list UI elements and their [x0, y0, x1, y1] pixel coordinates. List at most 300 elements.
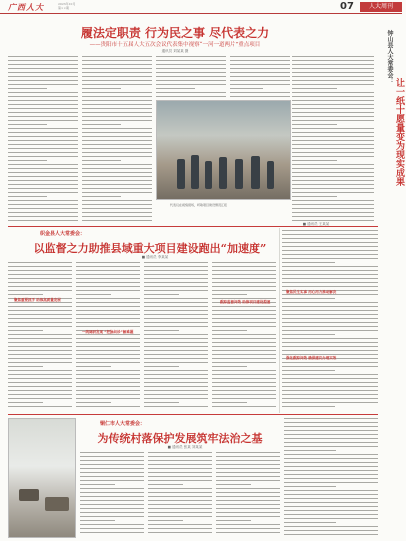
text-line	[292, 96, 374, 97]
text-line	[80, 500, 144, 501]
text-line	[282, 238, 378, 239]
text-line	[212, 398, 276, 399]
issue-meta	[58, 2, 98, 10]
text-line	[216, 512, 280, 513]
text-line	[8, 358, 72, 359]
text-line	[144, 310, 208, 311]
text-line	[212, 322, 276, 323]
text-line	[8, 318, 72, 319]
text-line	[282, 366, 378, 367]
text-line	[144, 286, 208, 287]
text-line	[82, 100, 152, 101]
text-line	[284, 510, 378, 511]
text-line	[8, 286, 72, 287]
text-line	[8, 314, 72, 315]
text-line	[8, 354, 72, 355]
text-line	[8, 208, 78, 209]
text-line	[80, 496, 144, 497]
text-line	[148, 464, 212, 465]
text-line	[284, 494, 378, 495]
text-line	[212, 266, 276, 267]
text-line	[144, 382, 208, 383]
text-line	[282, 374, 378, 375]
text-line	[148, 484, 183, 485]
text-line	[292, 120, 374, 121]
text-line	[8, 136, 78, 137]
text-line	[82, 172, 152, 173]
text-line	[292, 116, 374, 117]
text-line	[282, 302, 378, 303]
text-line	[284, 450, 336, 451]
text-line	[292, 180, 374, 181]
text-line	[8, 60, 78, 61]
text-line	[282, 274, 378, 275]
text-line	[76, 374, 140, 375]
text-line	[82, 104, 152, 105]
text-line	[212, 330, 247, 331]
text-line	[216, 504, 280, 505]
text-line	[144, 306, 208, 307]
text-line	[76, 370, 140, 371]
issue-meta-line: 第××期	[58, 6, 70, 10]
text-line	[212, 310, 276, 311]
text-line	[76, 286, 140, 287]
text-line	[82, 204, 152, 205]
text-line	[216, 484, 251, 485]
text-line	[82, 160, 121, 161]
text-line	[212, 370, 276, 371]
text-line	[212, 354, 276, 355]
text-line	[8, 306, 72, 307]
text-line	[148, 492, 212, 493]
text-line	[292, 100, 374, 101]
text-line	[8, 342, 72, 343]
text-line	[144, 406, 208, 407]
masthead	[0, 0, 402, 14]
text-line	[282, 234, 378, 235]
text-line	[282, 318, 378, 319]
text-line	[284, 514, 378, 515]
story2-subhead-2: 一线调研发现 “把脉问诊”解难题	[82, 330, 134, 334]
text-line	[8, 56, 78, 57]
text-line	[292, 88, 337, 89]
text-line	[144, 330, 179, 331]
text-line	[282, 266, 378, 267]
text-line	[144, 350, 208, 351]
text-line	[82, 128, 152, 129]
text-line	[8, 270, 72, 271]
text-line	[148, 516, 212, 517]
text-line	[148, 504, 212, 505]
text-line	[8, 108, 78, 109]
text-line	[8, 128, 78, 129]
text-line	[284, 462, 378, 463]
text-line	[282, 298, 335, 299]
text-line	[284, 474, 378, 475]
text-line	[8, 76, 78, 77]
text-line	[8, 132, 78, 133]
text-line	[148, 476, 212, 477]
text-line	[292, 196, 337, 197]
text-line	[292, 204, 374, 205]
text-line	[156, 68, 226, 69]
story3-column-2	[148, 452, 212, 538]
text-line	[76, 402, 111, 403]
text-line	[282, 382, 378, 383]
text-line	[80, 464, 144, 465]
text-line	[284, 458, 378, 459]
text-line	[212, 278, 276, 279]
text-line	[148, 488, 212, 489]
page-number: 07	[340, 1, 354, 12]
story3-headline: 为传统村落保护发展筑牢法治之基	[97, 432, 263, 445]
text-line	[230, 68, 290, 69]
text-line	[8, 262, 72, 263]
text-line	[292, 172, 374, 173]
text-line	[8, 200, 78, 201]
text-line	[80, 508, 144, 509]
text-line	[76, 350, 140, 351]
text-line	[82, 140, 152, 141]
text-line	[284, 522, 336, 523]
text-line	[282, 346, 378, 347]
text-line	[284, 482, 378, 483]
text-line	[156, 60, 226, 61]
story2-byline: ■ 通讯员 李某某	[141, 255, 169, 259]
text-line	[216, 500, 280, 501]
text-line	[230, 84, 290, 85]
text-line	[8, 196, 47, 197]
text-line	[144, 398, 208, 399]
text-line	[8, 310, 72, 311]
text-line	[212, 382, 276, 383]
text-line	[216, 508, 280, 509]
text-line	[76, 274, 140, 275]
text-line	[144, 278, 208, 279]
text-line	[156, 88, 195, 89]
text-line	[8, 350, 72, 351]
text-line	[8, 326, 72, 327]
text-line	[282, 362, 378, 363]
sidebar-column-2	[282, 230, 378, 410]
text-line	[282, 254, 378, 255]
text-line	[144, 266, 208, 267]
text-line	[76, 298, 140, 299]
text-line	[8, 216, 78, 217]
text-line	[156, 72, 226, 73]
text-line	[212, 298, 276, 299]
text-line	[292, 216, 374, 217]
text-line	[76, 266, 140, 267]
text-line	[76, 398, 140, 399]
text-line	[212, 394, 276, 395]
text-line	[212, 346, 276, 347]
text-line	[284, 486, 336, 487]
text-line	[148, 452, 212, 453]
text-line	[8, 116, 78, 117]
text-line	[230, 56, 290, 57]
text-line	[216, 496, 280, 497]
text-line	[212, 282, 276, 283]
sidebar-column-1	[292, 56, 374, 226]
text-line	[8, 92, 78, 93]
text-line	[212, 314, 276, 315]
story2-column-3	[144, 262, 208, 412]
text-line	[82, 152, 152, 153]
text-line	[292, 56, 374, 57]
text-line	[8, 164, 78, 165]
text-line	[292, 80, 374, 81]
text-line	[8, 156, 78, 157]
text-line	[8, 112, 78, 113]
text-line	[144, 354, 208, 355]
text-line	[8, 192, 78, 193]
text-line	[292, 208, 374, 209]
text-line	[76, 318, 140, 319]
text-line	[144, 318, 208, 319]
text-line	[292, 212, 374, 213]
text-line	[212, 334, 276, 335]
text-line	[76, 362, 140, 363]
text-line	[144, 294, 179, 295]
text-line	[212, 362, 276, 363]
text-line	[284, 478, 378, 479]
text-line	[82, 176, 152, 177]
text-line	[216, 480, 280, 481]
text-line	[148, 512, 212, 513]
text-line	[230, 60, 290, 61]
text-line	[144, 342, 208, 343]
text-line	[76, 394, 140, 395]
text-line	[212, 378, 276, 379]
text-line	[76, 326, 140, 327]
text-line	[216, 488, 280, 489]
text-line	[284, 526, 378, 527]
text-line	[8, 398, 72, 399]
sidebar-tag-1: 聚焦民生实事 用心用力推动解决	[286, 290, 337, 294]
text-line	[282, 354, 378, 355]
text-line	[148, 480, 212, 481]
section-divider-2	[8, 414, 378, 415]
text-line	[82, 144, 152, 145]
text-line	[292, 156, 374, 157]
text-line	[82, 112, 152, 113]
text-line	[282, 342, 378, 343]
text-line	[284, 454, 378, 455]
text-line	[76, 354, 140, 355]
text-line	[282, 282, 378, 283]
text-line	[76, 382, 140, 383]
text-line	[80, 468, 144, 469]
text-line	[80, 484, 115, 485]
text-line	[284, 502, 378, 503]
text-line	[282, 394, 378, 395]
text-line	[8, 148, 78, 149]
text-line	[82, 200, 152, 201]
text-line	[144, 262, 208, 263]
story1-column-2	[82, 56, 152, 226]
story2-headline: 以监督之力助推县域重大项目建设跑出“加速度”	[33, 242, 267, 255]
text-line	[8, 160, 47, 161]
text-line	[292, 108, 374, 109]
text-line	[8, 204, 78, 205]
text-line	[82, 192, 152, 193]
text-line	[292, 160, 337, 161]
text-line	[156, 84, 226, 85]
text-line	[144, 334, 208, 335]
section-badge: 人大周刊	[360, 2, 402, 12]
text-line	[216, 520, 251, 521]
text-line	[8, 370, 72, 371]
text-line	[216, 532, 280, 533]
text-line	[82, 56, 152, 57]
text-line	[292, 136, 374, 137]
text-line	[8, 294, 43, 295]
text-line	[82, 96, 152, 97]
text-line	[144, 370, 208, 371]
text-line	[216, 464, 280, 465]
text-line	[144, 402, 179, 403]
story1-column-4	[230, 56, 290, 100]
text-line	[212, 294, 247, 295]
story3-byline: ■ 通讯员 张某 刘某某	[167, 445, 203, 449]
text-line	[76, 302, 140, 303]
sidebar-pre-title: 钟山县人大常委会：	[386, 30, 393, 84]
text-line	[80, 460, 144, 461]
sidebar-headline: 让一纸十愿量变为现实成果	[394, 78, 404, 186]
text-line	[82, 72, 152, 73]
text-line	[292, 92, 374, 93]
text-line	[282, 390, 378, 391]
story1-subhead: ——贵阳市十五届人大五次会议代表集中视察“一河一道两片”重点项目	[89, 42, 261, 48]
text-line	[212, 286, 276, 287]
sidebar-tag-2: 强化跟踪问效 确保建议办理实效	[286, 356, 337, 360]
text-line	[230, 76, 290, 77]
text-line	[82, 156, 152, 157]
text-line	[282, 270, 378, 271]
text-line	[212, 386, 276, 387]
text-line	[212, 338, 276, 339]
text-line	[8, 402, 43, 403]
text-line	[8, 378, 72, 379]
text-line	[156, 92, 226, 93]
text-line	[144, 282, 208, 283]
story1-byline: 通讯员 刘某某 摄	[161, 49, 189, 53]
text-line	[292, 76, 374, 77]
text-line	[282, 314, 378, 315]
text-line	[148, 460, 212, 461]
text-line	[212, 270, 276, 271]
text-line	[156, 56, 226, 57]
text-line	[284, 422, 378, 423]
text-line	[82, 212, 152, 213]
text-line	[80, 516, 144, 517]
text-line	[8, 386, 72, 387]
text-line	[8, 290, 72, 291]
text-line	[8, 184, 78, 185]
text-line	[284, 470, 378, 471]
text-line	[284, 442, 378, 443]
text-line	[8, 374, 72, 375]
text-line	[230, 80, 290, 81]
text-line	[282, 398, 378, 399]
text-line	[292, 72, 374, 73]
text-line	[292, 104, 374, 105]
text-line	[284, 430, 378, 431]
text-line	[8, 80, 78, 81]
text-line	[148, 500, 212, 501]
text-line	[8, 84, 78, 85]
text-line	[76, 338, 140, 339]
text-line	[144, 366, 179, 367]
text-line	[8, 338, 72, 339]
story2-pre-title: 织金县人大常委会：	[40, 231, 86, 237]
story3-photo	[8, 418, 76, 538]
text-line	[82, 168, 152, 169]
text-line	[80, 476, 144, 477]
text-line	[76, 270, 140, 271]
text-line	[8, 100, 78, 101]
text-line	[212, 374, 276, 375]
text-line	[80, 512, 144, 513]
text-line	[144, 390, 208, 391]
text-line	[148, 456, 212, 457]
text-line	[230, 92, 290, 93]
text-line	[8, 406, 72, 407]
text-line	[8, 176, 78, 177]
text-line	[82, 88, 121, 89]
text-line	[292, 124, 337, 125]
text-line	[156, 64, 226, 65]
text-line	[216, 468, 280, 469]
text-line	[292, 132, 374, 133]
text-line	[76, 282, 140, 283]
text-line	[284, 434, 378, 435]
text-line	[292, 64, 374, 65]
text-line	[212, 366, 247, 367]
text-line	[282, 322, 378, 323]
text-line	[8, 140, 78, 141]
sidebar-byline: ■ 通讯员 王某某	[302, 222, 330, 226]
story2-subhead-3: 跟踪监督问效 助推项目建设提速	[220, 300, 271, 304]
text-line	[282, 326, 378, 327]
text-line	[282, 258, 378, 259]
text-line	[8, 362, 72, 363]
text-line	[82, 64, 152, 65]
text-line	[82, 92, 152, 93]
text-line	[144, 394, 208, 395]
text-line	[76, 342, 140, 343]
text-line	[148, 524, 212, 525]
text-line	[8, 278, 72, 279]
text-line	[284, 518, 378, 519]
text-line	[82, 136, 152, 137]
text-line	[8, 334, 72, 335]
story1-column-1	[8, 56, 78, 226]
text-line	[76, 378, 140, 379]
text-line	[292, 200, 374, 201]
text-line	[212, 274, 276, 275]
text-line	[76, 346, 140, 347]
text-line	[216, 460, 280, 461]
text-line	[82, 188, 152, 189]
text-line	[282, 406, 335, 407]
text-line	[82, 208, 152, 209]
text-line	[80, 480, 144, 481]
text-line	[8, 144, 78, 145]
issue-meta-line: 2023年10月	[58, 2, 76, 6]
text-line	[8, 274, 72, 275]
